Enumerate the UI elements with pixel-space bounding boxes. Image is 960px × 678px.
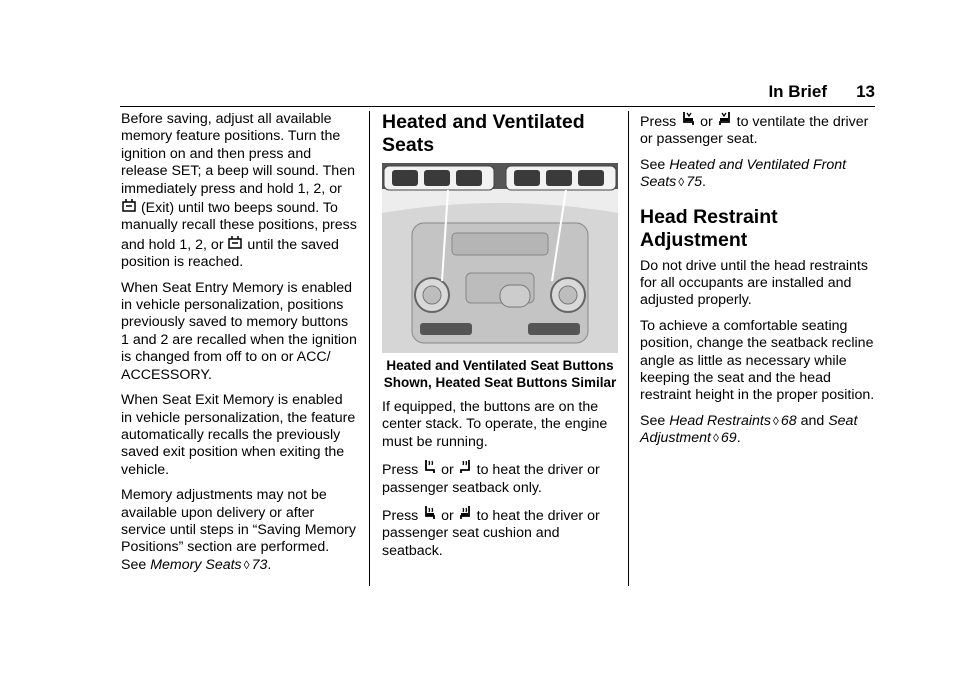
center-stack-illustration bbox=[382, 163, 618, 353]
page-reference-arrow-icon: ◊ bbox=[772, 413, 779, 428]
page-header bbox=[120, 80, 875, 107]
page-number: 13 bbox=[856, 82, 875, 101]
column-1 bbox=[121, 111, 357, 582]
paragraph-seatback-heat: Press or to heat the driver or passenger seatback only. bbox=[382, 459, 618, 497]
page-ref-73[interactable]: 73 bbox=[251, 556, 268, 573]
seat-ventilation-icon bbox=[680, 111, 696, 130]
seat-ventilation-icon bbox=[717, 111, 733, 130]
column-divider bbox=[628, 111, 629, 586]
paragraph-comfortable: To achieve a comfortable seating position, change the seatback recline angle as little as necessary while keeping the seat and the head restraint height in the proper position. bbox=[640, 317, 875, 404]
paragraph-seat-entry: When Seat Entry Memory is enabled in vehicle personalization, positions previously saved to memory buttons 1 and 2 are recalled when the ignition is changed from off to on or ACC/ ACCESSORY. bbox=[121, 279, 357, 383]
page-reference-arrow-icon: ◊ bbox=[678, 175, 685, 190]
paragraph-memory-availability: Memory adjustments may not be available upon delivery or after service until steps in “Saving Memory Positions” section are performed. See Memory Seats ◊ 73. bbox=[121, 487, 356, 573]
seatback-heat-icon bbox=[422, 459, 437, 478]
column-divider bbox=[369, 111, 370, 586]
heated-seats-link[interactable]: Heated and Ventilated Front Seats bbox=[640, 156, 847, 191]
seat-cushion-heat-icon bbox=[422, 505, 437, 524]
seat-adjustment-link[interactable]: Seat Adjustment bbox=[640, 412, 858, 447]
page-ref-69[interactable]: 69 bbox=[720, 430, 737, 447]
paragraph-ventilate: Press or to ventilate the driver or passenger seat. bbox=[640, 111, 878, 149]
paragraph-equipped: If equipped, the buttons are on the center stack. To operate, the engine must be running. bbox=[382, 399, 608, 450]
page-ref-68[interactable]: 68 bbox=[780, 412, 797, 429]
paragraph-cushion-heat: Press or to heat the driver or passenger seat cushion and seatback. bbox=[382, 505, 618, 560]
page-reference-arrow-icon: ◊ bbox=[712, 431, 719, 446]
seat-cushion-heat-icon bbox=[458, 505, 473, 524]
page-ref-75[interactable]: 75 bbox=[686, 174, 702, 191]
heading-head-restraint: Head Restraint Adjustment bbox=[640, 205, 778, 251]
paragraph-seat-exit: When Seat Exit Memory is enabled in vehicle personalization, the feature automatically recalls the previously saved exit position when exiting the vehicle. bbox=[121, 392, 356, 478]
heading-heated-seats: Heated and Ventilated Seats bbox=[382, 111, 585, 156]
paragraph-memory-save: Before saving, adjust all available memory feature positions. Turn the ignition on and then press and release SET; a beep will sound. Then immediately press and hold 1, 2, or (Exit) until two beeps sound. To manually recall these positions, press and hold 1, 2, or until the saved position is reached. bbox=[121, 111, 357, 271]
memory-seats-link[interactable]: Memory Seats bbox=[150, 556, 242, 573]
paragraph-see-heated: See Heated and Ventilated Front Seats ◊ 75. bbox=[640, 156, 847, 191]
column-2 bbox=[382, 111, 618, 568]
paragraph-see-restraints: See Head Restraints ◊ 68 and Seat Adjustment ◊ 69. bbox=[640, 412, 858, 447]
exit-memory-icon bbox=[227, 235, 243, 253]
head-restraints-link[interactable]: Head Restraints bbox=[669, 412, 771, 429]
column-3 bbox=[640, 111, 878, 456]
page-reference-arrow-icon: ◊ bbox=[243, 557, 250, 572]
figure-caption: Heated and Ventilated Seat Buttons Shown, Heated Seat Buttons Similar bbox=[383, 358, 617, 390]
exit-memory-icon bbox=[121, 198, 137, 216]
paragraph-do-not-drive: Do not drive until the head restraints for all occupants are installed and adjusted properly. bbox=[640, 257, 868, 309]
section-title: In Brief bbox=[768, 82, 827, 101]
seatback-heat-icon bbox=[458, 459, 473, 478]
